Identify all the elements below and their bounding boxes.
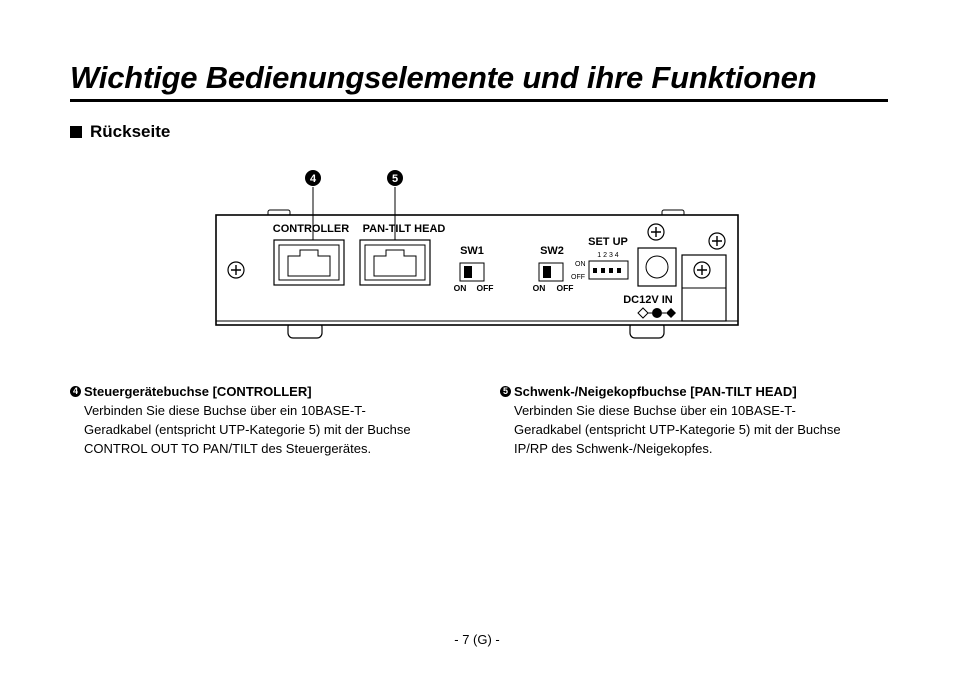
rear-panel-diagram <box>200 160 760 350</box>
dc-in-label: DC12V IN <box>623 294 673 306</box>
number-badge-4: 4 <box>70 386 81 397</box>
controller-port <box>274 240 344 285</box>
sw1-switch[interactable] <box>460 263 484 281</box>
title-rule <box>70 99 888 102</box>
sw2-on-label: ON <box>532 283 546 293</box>
callout-5-text: 5 <box>391 173 399 185</box>
sw1-on-label: ON <box>453 283 467 293</box>
screw-left <box>228 262 244 278</box>
rear-panel-svg <box>200 160 760 350</box>
description-heading-text: Schwenk-/Neigekopfbuchse [PAN-TILT HEAD] <box>514 384 797 399</box>
dc-jack <box>638 248 676 286</box>
setup-numbers: 1 2 3 4 <box>597 252 619 259</box>
description-line: Verbinden Sie diese Buchse über ein 10BASE-T- <box>84 403 366 418</box>
sw1-off-label: OFF <box>476 283 494 293</box>
screw-top-right <box>648 224 664 240</box>
description-line: Geradkabel (entspricht UTP-Kategorie 5) mit der Buchse <box>84 422 411 437</box>
description-body <box>70 401 450 458</box>
controller-port-label: CONTROLLER <box>272 223 350 235</box>
sw2-label: SW2 <box>540 245 564 257</box>
pantilt-port-label: PAN-TILT HEAD <box>362 223 446 235</box>
pantilt-port <box>360 240 430 285</box>
setup-label: SET UP <box>588 236 628 248</box>
sw1-label: SW1 <box>460 245 484 257</box>
description-heading <box>500 382 880 401</box>
page-number: - 7 (G) - <box>454 632 500 647</box>
description-pantilt <box>500 382 880 458</box>
setup-off-label: OFF <box>571 274 585 281</box>
description-line: CONTROL OUT TO PAN/TILT des Steuergerätes. <box>84 441 372 456</box>
description-line: Verbinden Sie diese Buchse über ein 10BASE-T- <box>514 403 796 418</box>
side-plate <box>682 255 726 321</box>
description-heading <box>70 382 450 401</box>
section-heading-text: Rückseite <box>90 122 171 141</box>
setup-dip-switch[interactable] <box>589 261 628 279</box>
description-line: IP/RP des Schwenk-/Neigekopfes. <box>514 441 713 456</box>
sw2-off-label: OFF <box>556 283 574 293</box>
callout-4-text: 4 <box>309 173 317 185</box>
screw-far-right <box>709 233 725 249</box>
sw2-switch[interactable] <box>539 263 563 281</box>
description-controller <box>70 382 450 458</box>
setup-on-label: ON <box>575 261 586 268</box>
description-line: Geradkabel (entspricht UTP-Kategorie 5) mit der Buchse <box>514 422 841 437</box>
description-heading-text: Steuergerätebuchse [CONTROLLER] <box>84 384 312 399</box>
section-heading <box>70 122 170 142</box>
polarity-icon <box>638 308 676 318</box>
black-square-icon <box>70 126 82 138</box>
page-title: Wichtige Bedienungselemente und ihre Funktionen <box>70 60 817 95</box>
number-badge-5: 5 <box>500 386 511 397</box>
description-body <box>500 401 880 458</box>
